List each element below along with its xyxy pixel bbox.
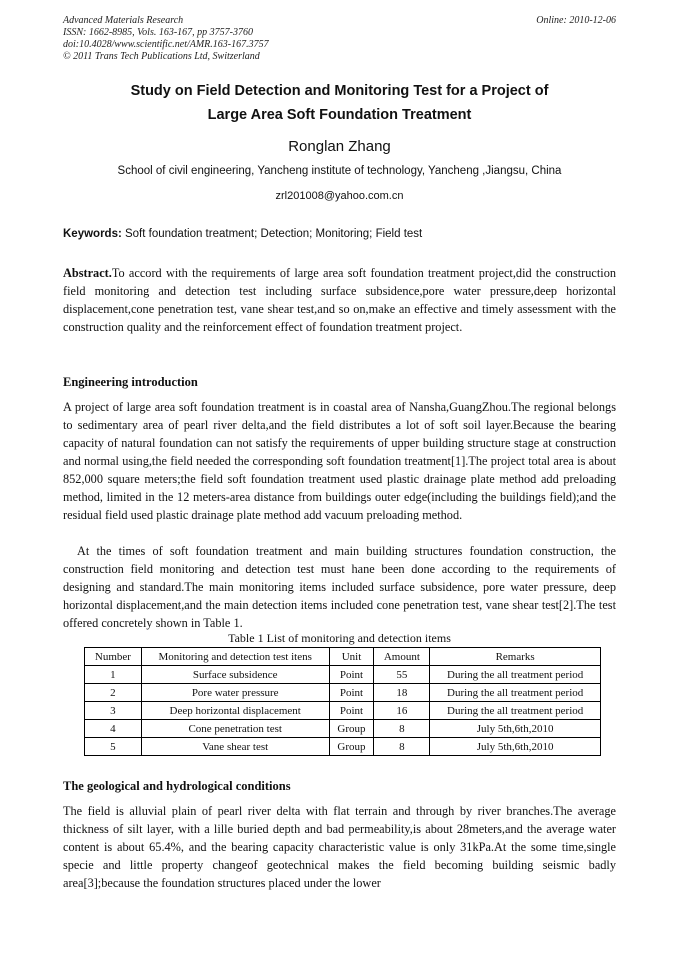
table-cell: July 5th,6th,2010 (430, 720, 601, 738)
table-row (85, 702, 601, 720)
table-cell: During the all treatment period (430, 702, 601, 720)
journal-name: Advanced Materials Research (63, 15, 184, 26)
table-row (85, 720, 601, 738)
abstract (63, 264, 616, 336)
paper-title (63, 79, 616, 127)
doi-line[interactable]: doi:10.4028/www.scientific.net/AMR.163-167.3757 (63, 39, 269, 50)
table-cell: 1 (85, 666, 142, 684)
title-line-2: Large Area Soft Foundation Treatment (207, 107, 472, 123)
author-name: Ronglan Zhang (288, 138, 391, 155)
table-cell: 55 (374, 666, 430, 684)
table-cell: Point (329, 702, 374, 720)
table-cell: 3 (85, 702, 142, 720)
author-email[interactable]: zrl201008@yahoo.com.cn (275, 190, 404, 202)
table-row (85, 666, 601, 684)
table-cell: Surface subsidence (141, 666, 329, 684)
section-heading-geology: The geological and hydrological conditions (63, 779, 291, 793)
table-cell: During the all treatment period (430, 684, 601, 702)
table-cell: 5 (85, 738, 142, 756)
table-cell: 18 (374, 684, 430, 702)
table-header-cell: Unit (329, 648, 374, 666)
table-cell: 8 (374, 738, 430, 756)
abstract-label: Abstract. (63, 266, 112, 280)
table-cell: 4 (85, 720, 142, 738)
title-line-1: Study on Field Detection and Monitoring Test for a Project of (130, 83, 549, 99)
table-cell: Cone penetration test (141, 720, 329, 738)
table-row (85, 738, 601, 756)
table-header-row (85, 648, 601, 666)
table-cell: Point (329, 666, 374, 684)
table-row (85, 684, 601, 702)
table-header-cell: Number (85, 648, 142, 666)
issn-line: ISSN: 1662-8985, Vols. 163-167, pp 3757-3760 (63, 27, 253, 38)
table-cell: Group (329, 720, 374, 738)
journal-header (63, 15, 616, 63)
keywords-text: Soft foundation treatment; Detection; Monitoring; Field test (121, 228, 423, 240)
abstract-text: To accord with the requirements of large area soft foundation treatment project,did the construction field monitoring and detection test including surface subsidence,pore water pressure,deep horizontal displacement,cone penetration test, vane shear test,and so on,make an effective and timely assessment with the construction quality and the reinforcement effect of foundation treatment project. (63, 266, 616, 334)
table-cell: During the all treatment period (430, 666, 601, 684)
table-cell: Group (329, 738, 374, 756)
table-cell: Point (329, 684, 374, 702)
copyright-line: © 2011 Trans Tech Publications Ltd, Switzerland (63, 51, 260, 62)
engineering-paragraph-1: A project of large area soft foundation treatment is in coastal area of Nansha,GuangZhou.The regional belongs to sedimentary area of pearl river delta,and the field distributes a lot of soft soil layer.Because the bearing capacity of natural foundation can not satisfy the requirements of upper building structure stage at construction and normal using,the field needed the corresponding soft foundation treatment[1].The project total area is about 852,000 square meters;the field soft foundation treatment used plastic drainage plate method add preloading method, limited in the 12 meters-area distance from buildings outer edge(including the buildings field);and the residual field used plastic drainage plate method add vacuum preloading method. (63, 400, 616, 522)
engineering-paragraph-2: At the times of soft foundation treatment and main building structures foundation construction, the construction field monitoring and detection test must hane been done according to the requirements of designing and standard.The main monitoring items included surface subsidence, pore water pressure, deep horizontal displacement,and the main detection items included cone penetration test, vane shear test[2].The test offered concretely shown in Table 1. (63, 544, 616, 630)
author-affiliation: School of civil engineering, Yancheng institute of technology, Yancheng ,Jiangsu, China (117, 165, 562, 177)
keywords-label: Keywords: (63, 228, 122, 240)
table-cell: July 5th,6th,2010 (430, 738, 601, 756)
geology-paragraph-1: The field is alluvial plain of pearl river delta with flat terrain and through by river branches.The average thickness of silt layer, with a lille buried depth and bad permeability,is about 28meters,and the average water content is about 65.4%, and the bearing capacity characteristic value is only 31kPa.At the some time,single specie and little property changeof geotechnical makes the field becoming building seismic badly area[3];because the foundation structures placed under the lower (63, 804, 616, 890)
table-cell: 16 (374, 702, 430, 720)
monitoring-table (84, 647, 601, 756)
keywords (63, 228, 616, 240)
online-date: Online: 2010-12-06 (536, 15, 616, 26)
table-cell: Deep horizontal displacement (141, 702, 329, 720)
table-caption: Table 1 List of monitoring and detection items (228, 631, 451, 645)
table-cell: 2 (85, 684, 142, 702)
table-header-cell: Amount (374, 648, 430, 666)
section-heading-engineering: Engineering introduction (63, 375, 198, 389)
table-header-cell: Remarks (430, 648, 601, 666)
table-header-cell: Monitoring and detection test itens (141, 648, 329, 666)
table-cell: Vane shear test (141, 738, 329, 756)
table-cell: Pore water pressure (141, 684, 329, 702)
table-cell: 8 (374, 720, 430, 738)
